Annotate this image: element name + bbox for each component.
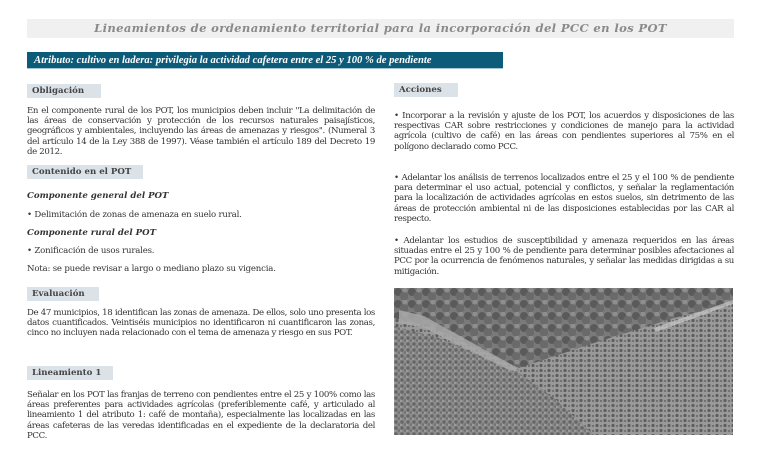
accion-item-2: • Adelantar los análisis de terrenos localizados entre el 25 y el 100 % de pendiente para determinar el uso actual, potencial y conflictos, y señalar la reglamentación para la localización de actividades agrícolas en estos suelos, sin detrimento de las áreas de protección ambiental ni de las disposiciones establecidas por las CAR al respecto. (394, 173, 734, 224)
componente-rural-heading: Componente rural del POT (27, 228, 157, 238)
coffee-hillside-photo (394, 288, 733, 435)
componente-general-item: • Delimitación de zonas de amenaza en suelo rural. (27, 210, 242, 220)
componente-general-heading: Componente general del POT (27, 191, 169, 201)
obligacion-text: En el componente rural de los POT, los municipios deben incluir "La delimitación de las áreas de conservación y protección de los recursos naturales paisajísticos, geográficos y ambientales, incluyendo las áreas de amenazas y riesgos". (Numeral 3 del artículo 14 de la Ley 388 de 1997). Véase también el artículo 189 del Decreto 19 de 2012. (27, 106, 375, 157)
page-title: Lineamientos de ordenamiento territorial para la incorporación del PCC en los POT (27, 19, 734, 38)
section-label-evaluacion: Evaluación (27, 287, 99, 301)
section-label-contenido: Contenido en el POT (27, 165, 143, 179)
accion-item-1: • Incorporar a la revisión y ajuste de los POT, los acuerdos y disposiciones de las respectivas CAR sobre restricciones y condiciones de manejo para la actividad agrícola (cultivo de café) en las áreas con pendientes superiores al 75% en el polígono declarado como PCC. (394, 111, 734, 152)
section-label-lineamiento: Lineamiento 1 (27, 366, 113, 380)
section-label-acciones: Acciones (394, 83, 458, 97)
attribute-banner: Atributo: cultivo en ladera: privilegia la actividad cafetera entre el 25 y 100 % de pendiente (27, 52, 503, 69)
hillside-image-icon (394, 288, 733, 435)
lineamiento-text: Señalar en los POT las franjas de terreno con pendientes entre el 25 y 100% como las áreas preferentes para actividades agrícolas (preferiblemente café, y articulado al lineamiento 1 del atributo 1: café de montaña), especialmente las localizadas en las áreas cafeteras de las veredas identificadas en el expediente de la declaratoria del PCC. (27, 390, 375, 441)
contenido-note: Nota: se puede revisar a largo o mediano plazo su vigencia. (27, 264, 276, 274)
accion-item-3: • Adelantar los estudios de susceptibilidad y amenaza requeridos en las áreas situadas entre el 25 y 100 % de pendiente para determinar posibles afectaciones al PCC por la ocurrencia de fenómenos naturales, y señalar las medidas dirigidas a su mitigación. (394, 236, 734, 277)
evaluacion-text: De 47 municipios, 18 identifican las zonas de amenaza. De ellos, solo uno presenta los datos cuantificados. Veintiséis municipios no identificaron ni cuantificaron las zonas, cinco no incluyen nada relacionado con el tema de amenaza y riesgo en sus POT. (27, 308, 375, 339)
componente-rural-item: • Zonificación de usos rurales. (27, 246, 155, 256)
section-label-obligacion: Obligación (27, 84, 101, 98)
